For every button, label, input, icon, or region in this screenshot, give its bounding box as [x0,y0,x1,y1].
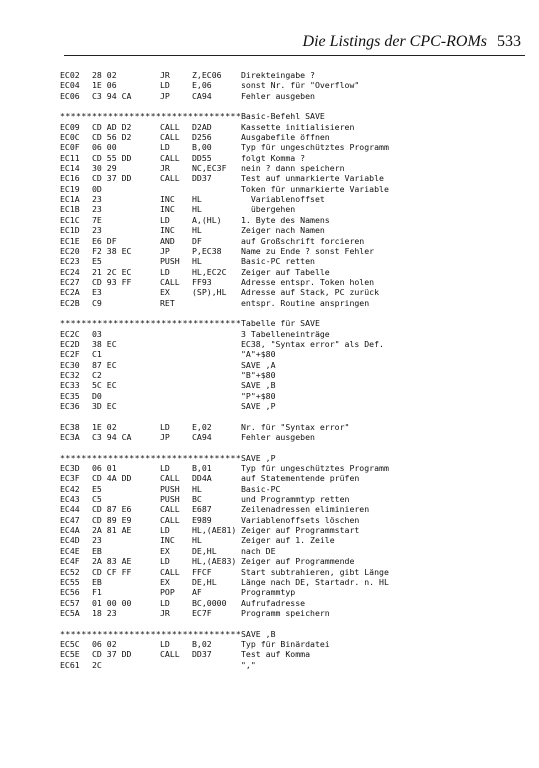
separator-stars: ********************************** [60,452,242,463]
address: EC5E [60,649,80,660]
operand: HL [192,194,202,205]
address: EC4A [60,525,80,536]
comment: Direkteingabe ? [241,70,315,80]
opcode-bytes: 2A 81 AE [92,525,132,536]
operand: B,01 [192,463,212,474]
comment: SAVE ,B [241,380,276,391]
opcode-bytes: 21 2C EC [92,266,132,277]
mnemonic: EX [160,576,170,587]
mnemonic: CALL [160,649,180,660]
comment: Test auf Komma [241,649,311,660]
address: EC52 [60,566,80,577]
mnemonic: LD [160,556,170,567]
comment: auf Statementende prüfen [241,473,360,484]
mnemonic: LD [160,638,170,649]
mnemonic: CALL [160,473,180,484]
operand: D2AD [192,121,212,132]
comment: "P"+$80 [241,390,276,401]
opcode-bytes: 18 23 [92,607,117,618]
address: EC09 [60,121,80,132]
opcode-bytes: 7E [92,214,102,225]
opcode-bytes: CD 55 DD [92,152,132,163]
mnemonic: JR [160,163,170,174]
operand: E,06 [192,80,212,91]
comment: Token für unmarkierte Variable [241,183,389,194]
opcode-bytes: EB [92,576,102,587]
mnemonic: EX [160,287,170,298]
opcode-bytes: C3 94 CA [92,90,132,101]
address: EC4F [60,556,80,567]
address: EC56 [60,587,80,598]
opcode-bytes: 23 [92,225,102,236]
address: EC61 [60,659,80,670]
operand: CA94 [192,90,212,101]
operand: HL [192,483,202,494]
address: EC5C [60,638,80,649]
opcode-bytes: C5 [92,494,102,505]
address: EC1E [60,235,80,246]
mnemonic: LD [160,463,170,474]
opcode-bytes: 1E 06 [92,80,117,91]
comment: Typ für ungeschütztes Programm [241,142,389,153]
mnemonic: LD [160,421,170,432]
address: EC35 [60,390,80,401]
operand: HL [192,225,202,236]
opcode-bytes: 28 02 [92,70,117,80]
opcode-bytes: F2 38 EC [92,245,132,256]
operand: CA94 [192,432,212,443]
comment: Nr. für "Syntax error" [241,421,350,432]
address: EC55 [60,576,80,587]
opcode-bytes: 23 [92,194,102,205]
operand: DD37 [192,173,212,184]
address: EC1D [60,225,80,236]
operand: A,(HL) [192,214,222,225]
comment: nein ? dann speichern [241,163,345,174]
running-header [303,33,521,51]
comment: entspr. Routine anspringen [241,297,370,308]
comment: Länge nach DE, Startadr. n. HL [241,576,389,587]
mnemonic: LD [160,525,170,536]
operand: DE,HL [192,576,217,587]
address: EC16 [60,173,80,184]
operand: HL,(AE83) [192,556,237,567]
operand: AF [192,587,202,598]
comment: Variablenoffsets löschen [241,514,360,525]
opcode-bytes: D0 [92,390,102,401]
operand: DD55 [192,152,212,163]
comment: Typ für Binärdatei [241,638,330,649]
opcode-bytes: CD 37 DD [92,173,132,184]
comment: und Programmtyp retten [241,494,350,505]
section-title: Tabelle für SAVE [241,318,320,329]
opcode-bytes: 1E 02 [92,421,117,432]
address: EC44 [60,504,80,515]
address: EC33 [60,380,80,391]
opcode-bytes: 0D [92,183,102,194]
page-number: 533 [497,33,521,50]
opcode-bytes: C9 [92,297,102,308]
comment: Programm speichern [241,607,330,618]
comment: SAVE ,A [241,359,276,370]
comment: Aufrufadresse [241,597,306,608]
address: EC32 [60,369,80,380]
address: EC42 [60,483,80,494]
opcode-bytes: C2 [92,369,102,380]
operand: D256 [192,132,212,143]
mnemonic: JP [160,90,170,101]
section-title: SAVE ,P [241,452,276,463]
mnemonic: JR [160,70,170,80]
comment: Fehler ausgeben [241,90,315,101]
operand: FF93 [192,276,212,287]
address: EC47 [60,514,80,525]
operand: B,00 [192,142,212,153]
opcode-bytes: C1 [92,349,102,360]
opcode-bytes: 30 29 [92,163,117,174]
opcode-bytes: 38 EC [92,338,117,349]
opcode-bytes: CD CF FF [92,566,132,577]
mnemonic: INC [160,535,175,546]
comment: Programmtyp [241,587,296,598]
mnemonic: CALL [160,121,180,132]
comment: 1. Byte des Namens [241,214,330,225]
mnemonic: LD [160,266,170,277]
operand: HL [192,204,202,215]
operand: DE,HL [192,545,217,556]
operand: P,EC38 [192,245,222,256]
opcode-bytes: EB [92,545,102,556]
address: EC0F [60,142,80,153]
mnemonic: CALL [160,514,180,525]
comment: "," [241,659,256,670]
comment: Adresse auf Stack, PC zurück [241,287,380,298]
operand: EC7F [192,607,212,618]
address: EC20 [60,245,80,256]
comment: EC38, "Syntax error" als Def. [241,338,384,349]
comment: Basic-PC retten [241,256,315,267]
opcode-bytes: CD 4A DD [92,473,132,484]
address: EC3A [60,432,80,443]
operand: FFCF [192,566,212,577]
opcode-bytes: 5C EC [92,380,117,391]
opcode-bytes: E5 [92,256,102,267]
address: EC0C [60,132,80,143]
operand: DD4A [192,473,212,484]
comment: Zeiger auf Programmende [241,556,355,567]
comment: Zeiger nach Namen [241,225,325,236]
separator-stars: ********************************** [60,628,242,639]
opcode-bytes: C3 94 CA [92,432,132,443]
operand: E,02 [192,421,212,432]
mnemonic: CALL [160,566,180,577]
separator-stars: ********************************** [60,318,242,329]
operand: E687 [192,504,212,515]
address: EC2F [60,349,80,360]
comment: "B"+$80 [241,369,276,380]
address: EC3F [60,473,80,484]
mnemonic: JP [160,245,170,256]
operand: DF [192,235,202,246]
address: EC4D [60,535,80,546]
chapter-title: Die Listings der CPC-ROMs [302,33,487,50]
address: EC5A [60,607,80,618]
opcode-bytes: 23 [92,535,102,546]
address: EC2D [60,338,80,349]
separator-stars: ********************************** [60,111,242,122]
address: EC36 [60,401,80,411]
address: EC06 [60,90,80,101]
address: EC2A [60,287,80,298]
address: EC14 [60,163,80,174]
opcode-bytes: 01 00 00 [92,597,132,608]
comment: folgt Komma ? [241,152,306,163]
address: EC23 [60,256,80,267]
address: EC2B [60,297,80,308]
address: EC4E [60,545,80,556]
operand: Z,EC06 [192,70,222,80]
opcode-bytes: CD 89 E9 [92,514,132,525]
operand: BC,0000 [192,597,227,608]
operand: HL,(AE81) [192,525,237,536]
comment: Test auf unmarkierte Variable [241,173,384,184]
address: EC19 [60,183,80,194]
operand: DD37 [192,649,212,660]
comment: Name zu Ende ? sonst Fehler [241,245,375,256]
operand: HL,EC2C [192,266,227,277]
opcode-bytes: 23 [92,204,102,215]
address: EC1B [60,204,80,215]
comment: Ausgabefile öffnen [241,132,330,143]
opcode-bytes: CD 37 DD [92,649,132,660]
comment: Zeilenadressen eliminieren [241,504,370,515]
opcode-bytes: 06 01 [92,463,117,474]
opcode-bytes: 06 02 [92,638,117,649]
address: EC3D [60,463,80,474]
opcode-bytes: CD AD D2 [92,121,132,132]
address: EC04 [60,80,80,91]
mnemonic: PUSH [160,494,180,505]
mnemonic: LD [160,214,170,225]
mnemonic: LD [160,597,170,608]
address: EC11 [60,152,80,163]
opcode-bytes: CD 56 D2 [92,132,132,143]
operand: NC,EC3F [192,163,227,174]
comment: Basic-PC [241,483,281,494]
comment: Typ für ungeschütztes Programm [241,463,389,474]
opcode-bytes: 2C [92,659,102,670]
mnemonic: JR [160,607,170,618]
mnemonic: INC [160,194,175,205]
comment: Start subtrahieren, gibt Länge [241,566,389,577]
mnemonic: CALL [160,504,180,515]
address: EC30 [60,359,80,370]
mnemonic: RET [160,297,175,308]
comment: auf Großschrift forcieren [241,235,365,246]
header-rule [64,55,525,56]
address: EC1C [60,214,80,225]
comment: Variablenoffset [241,194,325,205]
comment: Zeiger auf 1. Zeile [241,535,335,546]
comment: Kassette initialisieren [241,121,355,132]
mnemonic: PUSH [160,483,180,494]
opcode-bytes: 06 00 [92,142,117,153]
opcode-bytes: E5 [92,483,102,494]
mnemonic: CALL [160,132,180,143]
mnemonic: INC [160,204,175,215]
comment: Adresse entspr. Token holen [241,276,375,287]
operand: B,02 [192,638,212,649]
mnemonic: LD [160,80,170,91]
address: EC38 [60,421,80,432]
mnemonic: CALL [160,152,180,163]
operand: BC [192,494,202,505]
mnemonic: POP [160,587,175,598]
operand: HL [192,256,202,267]
address: EC24 [60,266,80,277]
section-title: SAVE ,B [241,628,276,639]
comment: "A"+$80 [241,349,276,360]
opcode-bytes: F1 [92,587,102,598]
mnemonic: CALL [160,173,180,184]
address: EC43 [60,494,80,505]
opcode-bytes: 87 EC [92,359,117,370]
operand: HL [192,535,202,546]
address: EC27 [60,276,80,287]
comment: Fehler ausgeben [241,432,315,443]
mnemonic: JP [160,432,170,443]
operand: E989 [192,514,212,525]
comment: 3 Tabelleneinträge [241,328,330,339]
comment: SAVE ,P [241,401,276,411]
opcode-bytes: E6 DF [92,235,117,246]
mnemonic: LD [160,142,170,153]
address: EC57 [60,597,80,608]
comment: übergehen [241,204,296,215]
address: EC2C [60,328,80,339]
address: EC02 [60,70,80,80]
opcode-bytes: CD 87 E6 [92,504,132,515]
comment: Zeiger auf Tabelle [241,266,330,277]
opcode-bytes: 3D EC [92,401,117,411]
mnemonic: AND [160,235,175,246]
mnemonic: EX [160,545,170,556]
comment: Zeiger auf Programmstart [241,525,360,536]
mnemonic: PUSH [160,256,180,267]
opcode-bytes: CD 93 FF [92,276,132,287]
section-title: Basic-Befehl SAVE [241,111,325,122]
operand: (SP),HL [192,287,227,298]
mnemonic: CALL [160,276,180,287]
opcode-bytes: E3 [92,287,102,298]
opcode-bytes: 2A 83 AE [92,556,132,567]
mnemonic: INC [160,225,175,236]
comment: sonst Nr. für "Overflow" [241,80,360,91]
comment: nach DE [241,545,276,556]
address: EC1A [60,194,80,205]
opcode-bytes: 03 [92,328,102,339]
